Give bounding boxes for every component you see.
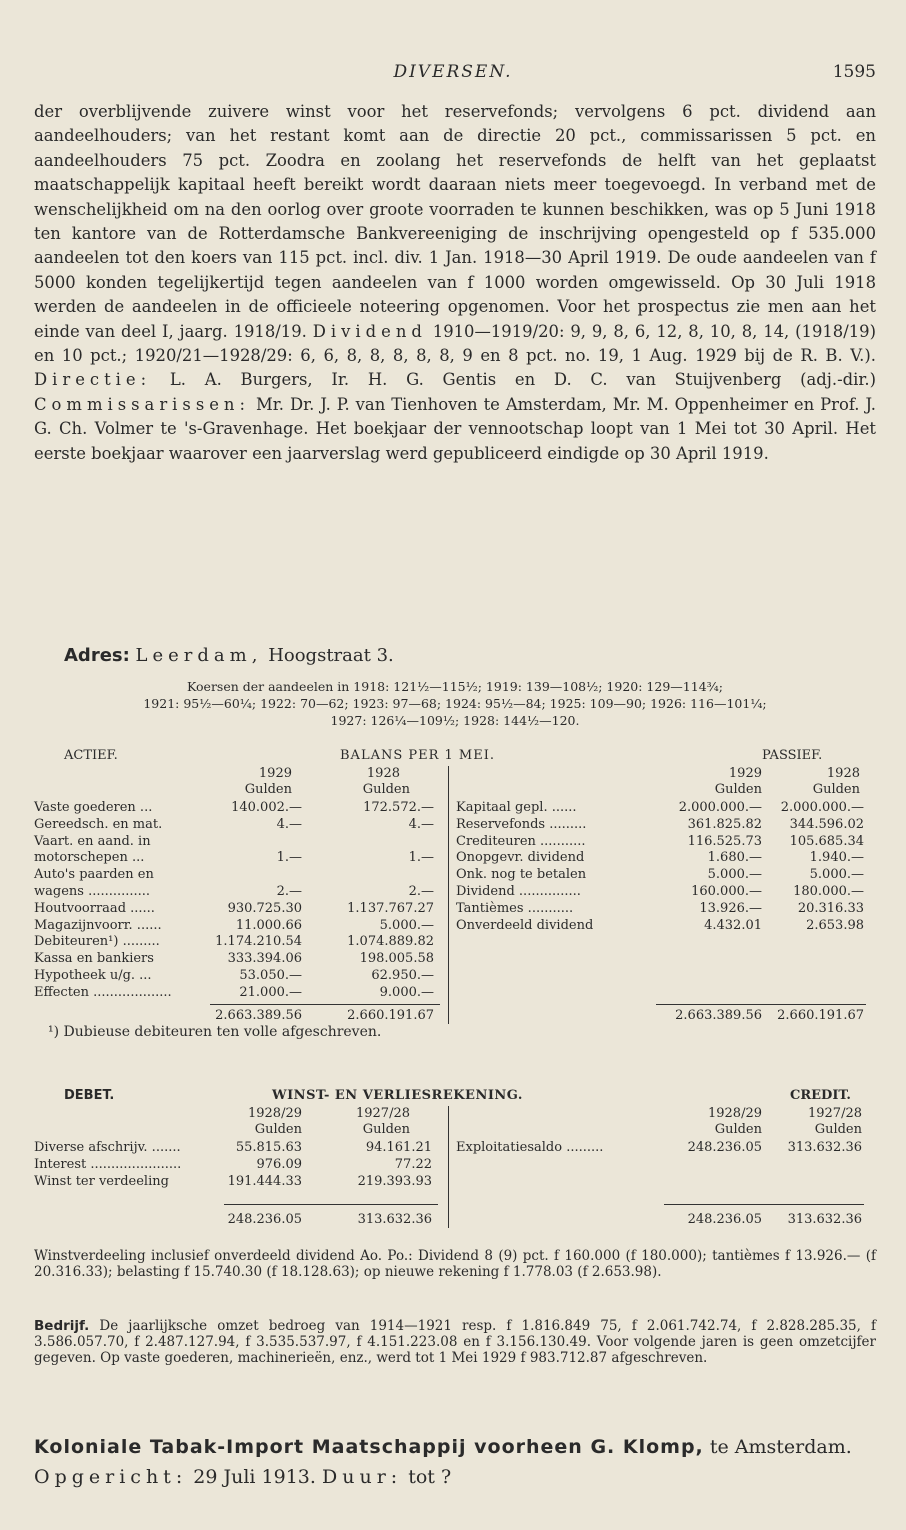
- row-value: 2.—: [276, 884, 302, 899]
- row-label: Tantièmes ...........: [456, 900, 574, 916]
- page-number: 1595: [832, 62, 876, 82]
- row-value: 105.685.34: [789, 833, 864, 849]
- row-label: Onk. nog te betalen: [456, 867, 587, 883]
- balance-total-right-2: 2.660.191.67: [777, 1008, 864, 1023]
- row-value: 1.940.—: [809, 850, 864, 866]
- pl-unit: Gulden: [254, 1122, 302, 1137]
- row-value: 344.596.02: [789, 816, 864, 832]
- row-value: 180.000.—: [793, 884, 864, 899]
- row-value: 2.—: [408, 884, 434, 899]
- row-value: 5.000.—: [379, 917, 434, 933]
- row-label: Debiteuren¹) .........: [34, 934, 160, 950]
- row-value: 55.815.63: [235, 1140, 302, 1155]
- row-label: Vaste goederen ...: [34, 800, 153, 815]
- row-value: 198.005.58: [359, 951, 434, 967]
- pl-total-left-1: 248.236.05: [227, 1212, 302, 1227]
- balance-total-right-1: 2.663.389.56: [675, 1008, 762, 1023]
- balance-unit: Gulden: [812, 782, 860, 797]
- dividend-text: 1910—1919/20: 9, 9, 8, 6, 12, 8, 10, 8, 14, (1918/19) en 10 pct.; 1920/21—1928/29: 6, 6, 8, 8, 8, 8, 8, 9 en 8 pct. no. 19, 1 Aug. 1929 bij de R. B. V.).: [34, 321, 877, 366]
- row-label: Gereedsch. en mat.: [34, 816, 163, 832]
- next-company-entry: [34, 1432, 876, 1492]
- row-value: 4.—: [276, 816, 302, 832]
- pl-unit: Gulden: [814, 1122, 862, 1137]
- address-place: Leerdam,: [135, 645, 263, 666]
- row-value: 930.725.30: [227, 900, 302, 916]
- row-label: Auto's paarden en: [34, 867, 154, 883]
- balance-year-right-2: 1928: [826, 766, 860, 781]
- row-value: 2.000.000.—: [780, 800, 864, 815]
- row-label: motorschepen ...: [34, 850, 145, 866]
- balance-actief-heading: ACTIEF.: [64, 748, 118, 763]
- row-value: 2.000.000.—: [678, 800, 762, 815]
- share-prices-line: 1927: 126¼—109½; 1928: 144½—120.: [330, 713, 580, 728]
- profit-distribution: Winstverdeeling inclusief onverdeeld dividend Ao. Po.: Dividend 8 (9) pct. f 160.000 (f 180.000); tantièmes f 13.926.— (f 20.316.33); belasting f 15.740.30 (f 18.128.63); op nieuwe rekening f 1.778.03 (f 2.653.98).: [34, 1248, 876, 1280]
- column-divider: [448, 1106, 449, 1228]
- row-label: Crediteuren ...........: [456, 833, 586, 849]
- commissarissen-label: Commissarissen:: [34, 394, 251, 414]
- row-value: 2.653.98: [806, 917, 864, 933]
- row-value: 191.444.33: [227, 1173, 302, 1189]
- commissarissen-text: Mr. Dr. J. P. van Tienhoven te Amsterdam, Mr. M. Oppenheimer en Prof. J. G. Ch. Volmer te 's-Gravenhage. Het boekjaar der vennootschap loopt van 1 Mei tot 30 April. Het eerste boekjaar waarover een jaarverslag werd gepubliceerd eindigde op 30 April 1919.: [34, 394, 876, 463]
- intro-paragraph: der overblijvende zuivere winst voor het reservefonds; vervolgens 6 pct. dividend aan aandeelhouders; van het restant komt aan de directie 20 pct., commissarissen 5 pct. en aandeelhouders 75 pct. Zoodra en zoolang het reservefonds de helft van het geplaatst maatschappelijk kapitaal heeft bereikt wordt daaraan niets meer toegevoegd. In verband met de wenschelijkheid om na den oorlog over groote voorraden te kunnen beschikken, was op 5 Juni 1918 ten kantore van de Rotterdamsche Bankvereeniging de inschrijving opengesteld op f 535.000 aandeelen tot den koers van 115 pct. incl. div. 1 Jan. 1918—30 April 1919. De oude aandeelen van f 5000 konden tegelijkertijd tegen aandeelen van f 1000 worden omgewisseld. Op 30 Juli 1918 werden de aandeelen in de officieele noteering opgenomen. Voor het prospectus zie men aan het einde van deel I, jaarg. 1918/19.: [34, 102, 876, 341]
- opgericht-date: 29 Juli 1913.: [193, 1466, 316, 1488]
- balance-unit: Gulden: [244, 782, 292, 797]
- row-label: Hypotheek u/g. ...: [34, 968, 152, 983]
- balance-year-right-1: 1929: [728, 766, 762, 781]
- share-prices: [34, 678, 876, 729]
- row-value: 219.393.93: [357, 1173, 432, 1189]
- row-label: Exploitatiesaldo .........: [456, 1140, 604, 1155]
- row-value: 9.000.—: [379, 984, 434, 1000]
- balance-year-left-2: 1928: [366, 766, 400, 781]
- pl-title: WINST- EN VERLIESREKENING.: [272, 1088, 523, 1103]
- total-rule: [656, 1004, 866, 1005]
- row-label: Winst ter verdeeling: [34, 1173, 169, 1189]
- pl-total-left-2: 313.632.36: [357, 1212, 432, 1227]
- total-rule: [224, 1204, 438, 1205]
- company-place: te Amsterdam.: [709, 1436, 852, 1458]
- row-value: 77.22: [394, 1156, 432, 1172]
- row-value: 1.074.889.82: [347, 934, 434, 950]
- pl-total-right-1: 248.236.05: [687, 1212, 762, 1227]
- row-label: Magazijnvoorr. ......: [34, 917, 162, 933]
- row-value: 116.525.73: [687, 833, 762, 849]
- address-street: Hoogstraat 3.: [268, 645, 394, 666]
- row-label: Kapitaal gepl. ......: [456, 800, 577, 815]
- duur-label: Duur:: [321, 1466, 403, 1488]
- row-value: 313.632.36: [787, 1140, 862, 1155]
- row-label: Houtvoorraad ......: [34, 900, 155, 916]
- row-label: wagens ...............: [34, 884, 151, 899]
- row-label: Kassa en bankiers: [34, 951, 154, 967]
- balance-total-left-2: 2.660.191.67: [347, 1008, 434, 1023]
- row-value: 976.09: [256, 1156, 302, 1172]
- directie-text: L. A. Burgers, Ir. H. G. Gentis en D. C. van Stuijvenberg (adj.-dir.): [169, 370, 876, 390]
- duur-value: tot ?: [408, 1466, 452, 1488]
- balance-footnote: ¹) Dubieuse debiteuren ten volle afgeschreven.: [48, 1024, 382, 1040]
- profit-loss-account: [0, 1088, 906, 1238]
- pl-unit: Gulden: [714, 1122, 762, 1137]
- page-header: [30, 62, 876, 86]
- pl-credit-heading: CREDIT.: [790, 1088, 851, 1103]
- row-label: Onopgevr. dividend: [456, 850, 585, 866]
- row-value: 140.002.—: [231, 800, 302, 815]
- row-value: 248.236.05: [687, 1140, 762, 1155]
- total-rule: [664, 1204, 864, 1205]
- balance-sheet: [0, 748, 906, 1068]
- row-value: 4.—: [408, 816, 434, 832]
- row-value: 5.000.—: [707, 867, 762, 883]
- row-label: Interest ......................: [34, 1156, 182, 1172]
- row-value: 13.926.—: [699, 900, 762, 916]
- pl-year-right-2: 1927/28: [807, 1106, 862, 1121]
- opgericht-label: Opgericht:: [34, 1466, 188, 1488]
- section-title: DIVERSEN.: [393, 62, 513, 82]
- share-prices-line: 1921: 95½—60¼; 1922: 70—62; 1923: 97—68; 1924: 95½—84; 1925: 109—90; 1926: 116—101¼;: [143, 696, 767, 711]
- dividend-label: Dividend: [312, 321, 427, 341]
- bedrijf-paragraph: [34, 1318, 876, 1366]
- address-label: Adres:: [64, 645, 130, 666]
- row-value: 62.950.—: [371, 968, 434, 983]
- row-value: 1.137.767.27: [347, 900, 434, 916]
- row-value: 53.050.—: [239, 968, 302, 983]
- row-value: 1.—: [276, 850, 302, 866]
- row-value: 1.680.—: [707, 850, 762, 866]
- row-label: Onverdeeld dividend: [456, 917, 594, 933]
- row-value: 5.000.—: [809, 867, 864, 883]
- row-value: 172.572.—: [363, 800, 434, 815]
- balance-unit: Gulden: [714, 782, 762, 797]
- balance-total-left-1: 2.663.389.56: [215, 1008, 302, 1023]
- row-value: 1.174.210.54: [215, 934, 302, 950]
- row-value: 21.000.—: [239, 984, 302, 1000]
- company-name: Koloniale Tabak-Import Maatschappij voorheen G. Klomp,: [34, 1436, 704, 1458]
- address-line: [64, 645, 394, 666]
- share-prices-line: Koersen der aandeelen in 1918: 121½—115½; 1919: 139—108½; 1920: 129—114¾;: [187, 679, 723, 694]
- row-label: Effecten ...................: [34, 984, 172, 1000]
- pl-year-right-1: 1928/29: [707, 1106, 762, 1121]
- row-value: 160.000.—: [691, 884, 762, 899]
- row-value: 11.000.66: [235, 917, 302, 933]
- row-value: 4.432.01: [704, 917, 762, 933]
- row-label: Vaart. en aand. in: [34, 833, 151, 849]
- pl-unit: Gulden: [362, 1122, 410, 1137]
- row-value: 20.316.33: [797, 900, 864, 916]
- pl-total-right-2: 313.632.36: [787, 1212, 862, 1227]
- row-value: 1.—: [408, 850, 434, 866]
- row-value: 94.161.21: [365, 1140, 432, 1155]
- bedrijf-text: De jaarlijksche omzet bedroeg van 1914—1921 resp. f 1.816.849 75, f 2.061.742.74, f 2.828.285.35, f 3.586.057.70, f 2.487.127.94, f 3.535.537.97, f 4.151.223.08 en f 3.156.130.49. Voor volgende jaren is geen omzetcijfer gegeven. Op vaste goederen, machinerieën, enz., werd tot 1 Mei 1929 f 983.712.87 afgeschreven.: [34, 1318, 876, 1366]
- row-label: Dividend ...............: [456, 884, 581, 899]
- row-label: Reservefonds .........: [456, 816, 587, 832]
- pl-year-left-1: 1928/29: [247, 1106, 302, 1121]
- pl-year-left-2: 1927/28: [355, 1106, 410, 1121]
- row-label: Diverse afschrijv. .......: [34, 1140, 181, 1155]
- balance-title: BALANS PER 1 MEI.: [340, 748, 496, 763]
- pl-debet-heading: DEBET.: [64, 1088, 115, 1103]
- intro-text: [34, 100, 876, 466]
- directie-label: Directie:: [34, 370, 152, 390]
- row-value: 333.394.06: [227, 951, 302, 967]
- balance-passief-heading: PASSIEF.: [762, 748, 823, 763]
- column-divider: [448, 766, 449, 1024]
- row-value: 361.825.82: [687, 816, 762, 832]
- balance-unit: Gulden: [362, 782, 410, 797]
- bedrijf-label: Bedrijf.: [34, 1318, 90, 1334]
- balance-year-left-1: 1929: [258, 766, 292, 781]
- total-rule: [210, 1004, 440, 1005]
